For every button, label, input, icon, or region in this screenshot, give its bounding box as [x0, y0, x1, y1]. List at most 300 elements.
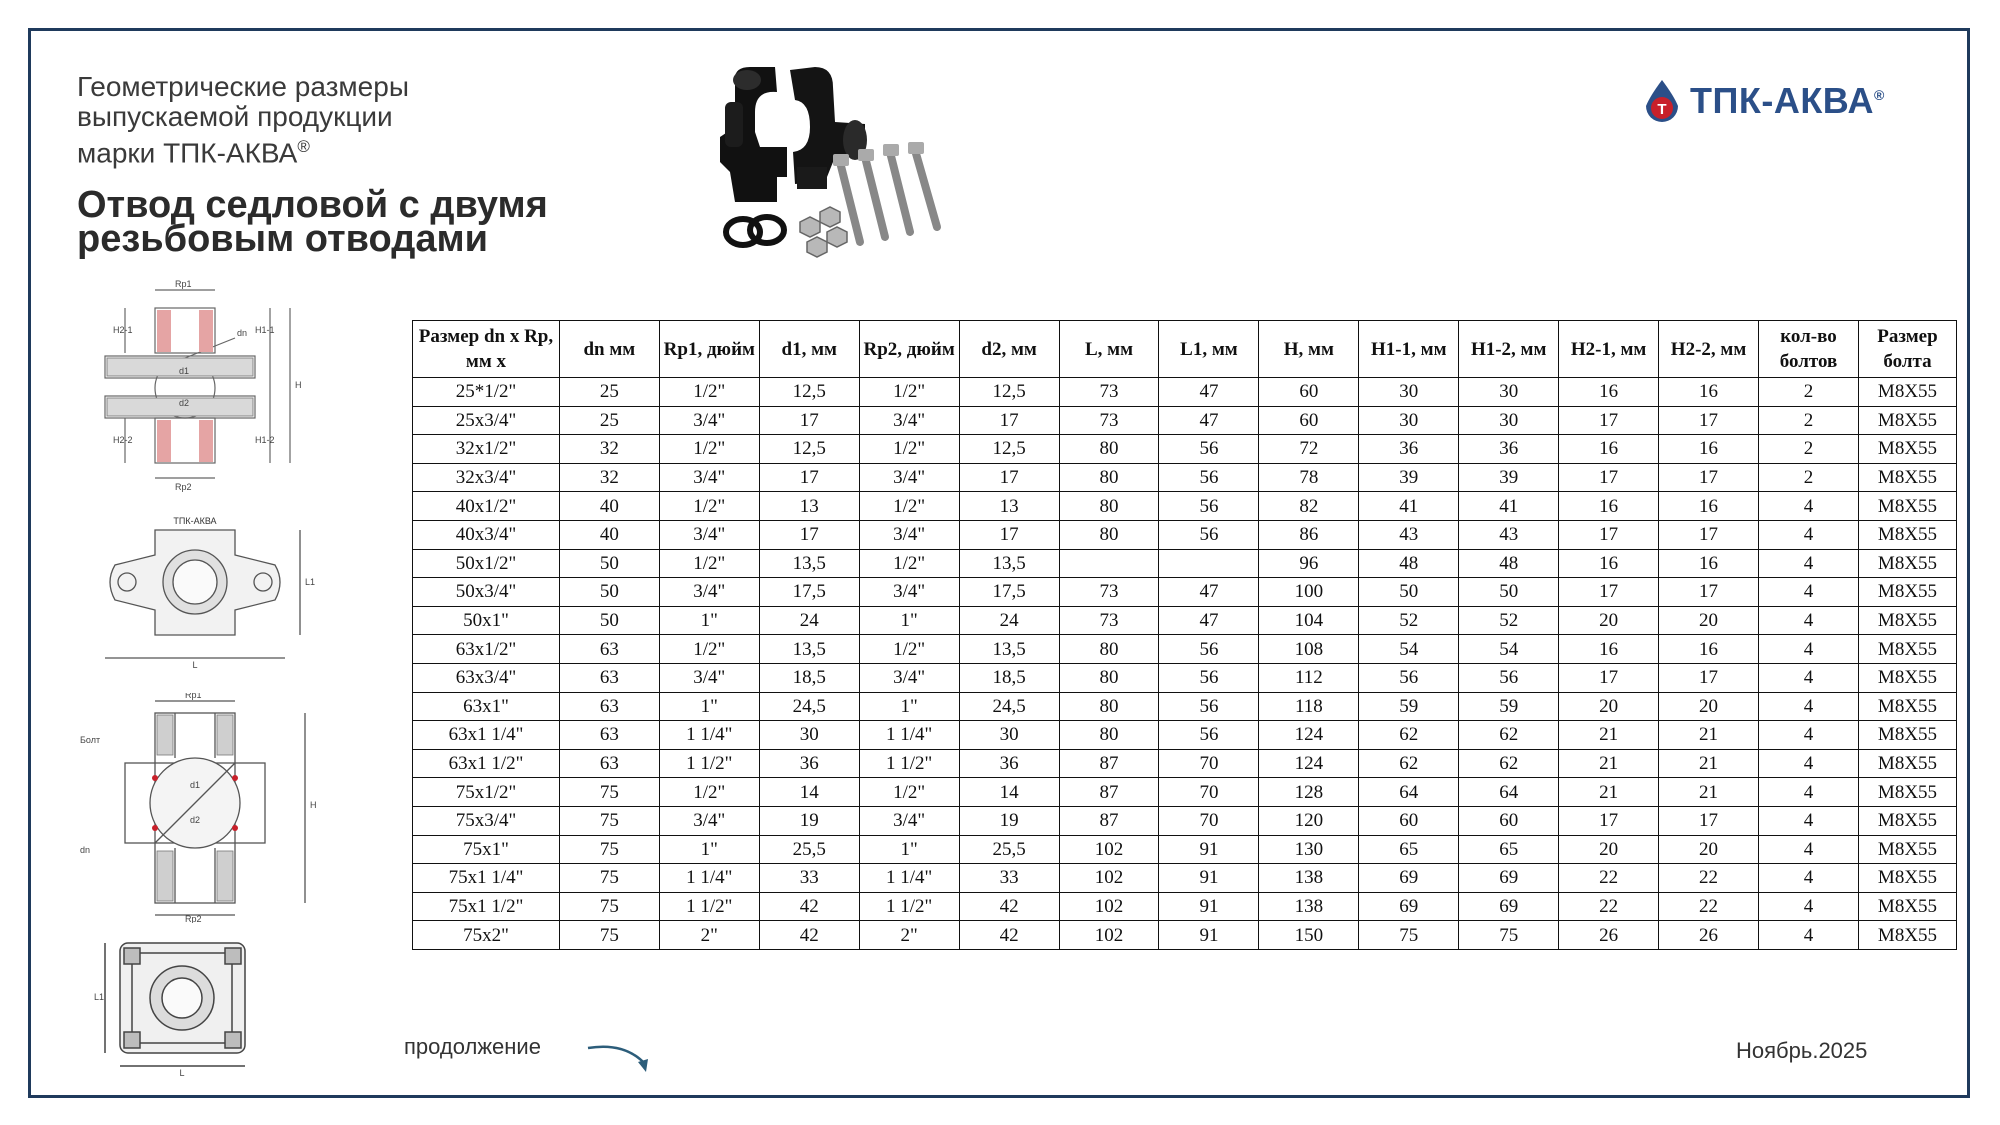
table-cell: 56 — [1459, 663, 1559, 692]
svg-text:dn: dn — [80, 845, 91, 855]
table-cell: 30 — [1459, 378, 1559, 407]
table-cell: 36 — [1359, 435, 1459, 464]
table-cell: 26 — [1559, 921, 1659, 950]
table-cell: 108 — [1259, 635, 1359, 664]
table-cell: 18,5 — [959, 663, 1059, 692]
table-cell: 54 — [1459, 635, 1559, 664]
table-cell: 4 — [1759, 492, 1859, 521]
table-cell: M8X55 — [1858, 692, 1956, 721]
table-cell: 1 1/4" — [859, 864, 959, 893]
table-cell: 4 — [1759, 921, 1859, 950]
svg-text:L: L — [192, 660, 198, 670]
table-cell: 12,5 — [959, 435, 1059, 464]
table-cell: 102 — [1059, 921, 1159, 950]
table-cell: 104 — [1259, 606, 1359, 635]
table-row — [413, 463, 1957, 492]
table-cell: 70 — [1159, 806, 1259, 835]
table-cell: M8X55 — [1858, 492, 1956, 521]
svg-text:ТПК-АКВА: ТПК-АКВА — [173, 516, 217, 526]
table-cell: M8X55 — [1858, 806, 1956, 835]
table-cell: 86 — [1259, 520, 1359, 549]
date-label: Ноябрь.2025 — [1736, 1038, 1868, 1063]
table-cell: 16 — [1559, 378, 1659, 407]
svg-text:Rp2: Rp2 — [175, 482, 192, 492]
table-cell: 56 — [1159, 520, 1259, 549]
table-cell: 3/4" — [659, 520, 759, 549]
column-header: L, мм — [1059, 321, 1159, 378]
table-cell — [1159, 549, 1259, 578]
table-cell: 102 — [1059, 892, 1159, 921]
table-cell: 50x3/4" — [413, 578, 560, 607]
table-cell: 62 — [1459, 721, 1559, 750]
table-cell: 40 — [559, 492, 659, 521]
table-cell: 47 — [1159, 378, 1259, 407]
column-header: H1-1, мм — [1359, 321, 1459, 378]
table-cell: 64 — [1359, 778, 1459, 807]
table-row — [413, 892, 1957, 921]
svg-text:Rp1: Rp1 — [185, 693, 202, 700]
table-cell: 12,5 — [759, 435, 859, 464]
table-cell: 1 1/2" — [859, 892, 959, 921]
svg-text:L1: L1 — [305, 577, 316, 587]
table-cell: M8X55 — [1858, 749, 1956, 778]
table-cell: 62 — [1359, 721, 1459, 750]
table-cell: M8X55 — [1858, 378, 1956, 407]
table-cell: 56 — [1159, 463, 1259, 492]
table-cell: 30 — [1359, 406, 1459, 435]
table-cell: 13,5 — [959, 549, 1059, 578]
table-cell: 4 — [1759, 835, 1859, 864]
table-cell: 17 — [1659, 406, 1759, 435]
column-header: Rp2, дюйм — [859, 321, 959, 378]
column-header: кол-во болтов — [1759, 321, 1859, 378]
table-row — [413, 921, 1957, 950]
table-cell: M8X55 — [1858, 520, 1956, 549]
table-cell: 1" — [859, 835, 959, 864]
continue-label[interactable]: продолжение — [404, 1034, 541, 1059]
table-cell: 4 — [1759, 578, 1859, 607]
table-cell: 56 — [1159, 492, 1259, 521]
table-cell: 17,5 — [759, 578, 859, 607]
table-cell: 130 — [1259, 835, 1359, 864]
table-cell: 2" — [659, 921, 759, 950]
table-cell: 75x2" — [413, 921, 560, 950]
table-cell: 50 — [559, 549, 659, 578]
continue-arrow-icon[interactable] — [585, 1040, 650, 1080]
table-cell: 1" — [859, 692, 959, 721]
column-header: d2, мм — [959, 321, 1059, 378]
table-row — [413, 864, 1957, 893]
section-drawing — [95, 278, 360, 493]
table-cell: 75x1 1/4" — [413, 864, 560, 893]
table-cell: 30 — [759, 721, 859, 750]
table-cell: M8X55 — [1858, 721, 1956, 750]
table-row — [413, 406, 1957, 435]
table-cell: 124 — [1259, 721, 1359, 750]
table-cell: M8X55 — [1858, 435, 1956, 464]
table-cell: 17 — [1659, 463, 1759, 492]
table-cell: 48 — [1459, 549, 1559, 578]
table-cell: 20 — [1659, 692, 1759, 721]
table-cell: 39 — [1359, 463, 1459, 492]
table-cell: 69 — [1459, 892, 1559, 921]
table-cell: 60 — [1259, 406, 1359, 435]
column-header: H2-2, мм — [1659, 321, 1759, 378]
table-cell: 13 — [759, 492, 859, 521]
table-cell: M8X55 — [1858, 864, 1956, 893]
table-cell: 17 — [1559, 406, 1659, 435]
column-header: H2-1, мм — [1559, 321, 1659, 378]
page-subtitle: Геометрические размеры выпускаемой продукции марки ТПК-АКВА® — [77, 71, 409, 169]
page-title: Отвод седловой с двумя резьбовым отводами — [77, 184, 548, 260]
table-cell: 16 — [1659, 549, 1759, 578]
table-cell: 62 — [1359, 749, 1459, 778]
table-cell: 102 — [1059, 864, 1159, 893]
table-cell: 12,5 — [959, 378, 1059, 407]
table-cell: 42 — [959, 921, 1059, 950]
table-cell: 80 — [1059, 635, 1159, 664]
table-cell: 78 — [1259, 463, 1359, 492]
table-cell: 3/4" — [659, 806, 759, 835]
table-cell: 56 — [1159, 692, 1259, 721]
svg-text:H: H — [310, 800, 317, 810]
table-cell: 20 — [1559, 692, 1659, 721]
svg-text:H1-2: H1-2 — [255, 435, 275, 445]
table-cell: 56 — [1359, 663, 1459, 692]
table-cell: 14 — [759, 778, 859, 807]
table-cell: 75 — [559, 864, 659, 893]
table-row — [413, 635, 1957, 664]
table-cell: 75x1" — [413, 835, 560, 864]
table-cell: 4 — [1759, 606, 1859, 635]
table-row — [413, 749, 1957, 778]
table-cell: 1/2" — [859, 778, 959, 807]
table-row — [413, 492, 1957, 521]
table-cell: 1 1/4" — [859, 721, 959, 750]
table-cell: 80 — [1059, 692, 1159, 721]
table-cell: 1 1/4" — [659, 721, 759, 750]
table-cell: 56 — [1159, 663, 1259, 692]
table-cell: 63x1 1/4" — [413, 721, 560, 750]
table-cell: 60 — [1459, 806, 1559, 835]
table-cell: 17 — [959, 463, 1059, 492]
table-cell: 1/2" — [859, 635, 959, 664]
table-cell: 62 — [1459, 749, 1559, 778]
table-cell: M8X55 — [1858, 406, 1956, 435]
table-cell: 69 — [1359, 892, 1459, 921]
table-cell: 75x1 1/2" — [413, 892, 560, 921]
table-cell: M8X55 — [1858, 663, 1956, 692]
product-photo — [715, 62, 985, 262]
table-cell: 73 — [1059, 606, 1159, 635]
table-row — [413, 578, 1957, 607]
table-cell: 21 — [1559, 778, 1659, 807]
table-cell — [1059, 549, 1159, 578]
table-cell: 91 — [1159, 835, 1259, 864]
table-cell: 4 — [1759, 692, 1859, 721]
table-cell: 13,5 — [759, 635, 859, 664]
table-cell: 17 — [759, 463, 859, 492]
table-cell: 3/4" — [659, 578, 759, 607]
table-cell: 80 — [1059, 463, 1159, 492]
table-cell: 112 — [1259, 663, 1359, 692]
column-header: H, мм — [1259, 321, 1359, 378]
table-cell: 21 — [1659, 721, 1759, 750]
table-cell: 22 — [1559, 892, 1659, 921]
table-cell: 65 — [1459, 835, 1559, 864]
table-cell: 73 — [1059, 578, 1159, 607]
table-cell: 70 — [1159, 749, 1259, 778]
table-cell: 87 — [1059, 806, 1159, 835]
table-cell: 2 — [1759, 406, 1859, 435]
table-cell: M8X55 — [1858, 549, 1956, 578]
table-cell: 32 — [559, 463, 659, 492]
table-cell: 16 — [1559, 635, 1659, 664]
table-cell: 43 — [1459, 520, 1559, 549]
table-cell: 17 — [1659, 578, 1759, 607]
table-cell: 4 — [1759, 749, 1859, 778]
table-cell: 91 — [1159, 864, 1259, 893]
table-cell: 50x1" — [413, 606, 560, 635]
table-cell: 25,5 — [959, 835, 1059, 864]
column-header: L1, мм — [1159, 321, 1259, 378]
table-cell: 16 — [1559, 435, 1659, 464]
table-cell: 63 — [559, 692, 659, 721]
table-cell: 138 — [1259, 892, 1359, 921]
table-cell: M8X55 — [1858, 835, 1956, 864]
table-cell: 52 — [1359, 606, 1459, 635]
table-cell: 54 — [1359, 635, 1459, 664]
svg-text:L: L — [179, 1068, 185, 1078]
table-row — [413, 778, 1957, 807]
table-cell: 56 — [1159, 635, 1259, 664]
table-cell: 1 1/4" — [659, 864, 759, 893]
table-cell: 1 1/2" — [859, 749, 959, 778]
table-cell: 19 — [759, 806, 859, 835]
table-cell: 20 — [1659, 606, 1759, 635]
svg-text:d2: d2 — [190, 815, 201, 825]
svg-text:Rp2: Rp2 — [185, 914, 202, 923]
table-cell: 73 — [1059, 378, 1159, 407]
table-cell: 4 — [1759, 549, 1859, 578]
table-cell: 80 — [1059, 435, 1159, 464]
column-header: Размер dn х Rp, мм х — [413, 321, 560, 378]
table-cell: 87 — [1059, 749, 1159, 778]
table-cell: 1/2" — [659, 635, 759, 664]
table-cell: 1/2" — [659, 435, 759, 464]
table-cell: 21 — [1659, 778, 1759, 807]
table-cell: 21 — [1559, 749, 1659, 778]
table-row — [413, 692, 1957, 721]
table-cell: 42 — [759, 921, 859, 950]
table-cell: 13,5 — [759, 549, 859, 578]
column-header: dn мм — [559, 321, 659, 378]
brand-logo — [1640, 78, 1940, 128]
table-row — [413, 806, 1957, 835]
column-header: H1-2, мм — [1459, 321, 1559, 378]
table-cell: 1/2" — [859, 435, 959, 464]
table-cell: 3/4" — [859, 463, 959, 492]
table-cell: 63x1 1/2" — [413, 749, 560, 778]
table-cell: 22 — [1659, 864, 1759, 893]
table-cell: 21 — [1659, 749, 1759, 778]
table-cell: 42 — [959, 892, 1059, 921]
table-cell: 17 — [759, 406, 859, 435]
table-cell: 1/2" — [859, 492, 959, 521]
table-cell: M8X55 — [1858, 635, 1956, 664]
table-cell: 42 — [759, 892, 859, 921]
table-cell: 2 — [1759, 463, 1859, 492]
table-header-row — [413, 321, 1957, 378]
column-header: Размер болта — [1858, 321, 1956, 378]
table-cell: 59 — [1459, 692, 1559, 721]
table-cell: 17 — [1559, 520, 1659, 549]
table-cell: 24 — [759, 606, 859, 635]
table-cell: 20 — [1559, 835, 1659, 864]
table-row — [413, 520, 1957, 549]
table-cell: 33 — [959, 864, 1059, 893]
table-cell: 40x3/4" — [413, 520, 560, 549]
table-cell: 75 — [559, 806, 659, 835]
table-cell: 17 — [1559, 578, 1659, 607]
table-cell: 4 — [1759, 892, 1859, 921]
table-cell: 3/4" — [659, 406, 759, 435]
table-cell: 75 — [1359, 921, 1459, 950]
table-cell: 24 — [959, 606, 1059, 635]
table-cell: 36 — [1459, 435, 1559, 464]
table-cell: 4 — [1759, 721, 1859, 750]
table-cell: 4 — [1759, 663, 1859, 692]
table-cell: 41 — [1459, 492, 1559, 521]
table-cell: M8X55 — [1858, 578, 1956, 607]
table-cell: 1" — [659, 835, 759, 864]
table-cell: 1/2" — [859, 378, 959, 407]
table-cell: 20 — [1559, 606, 1659, 635]
svg-text:d2: d2 — [179, 398, 190, 408]
table-cell: 13 — [959, 492, 1059, 521]
table-cell: 17 — [1559, 806, 1659, 835]
table-cell: 56 — [1159, 435, 1259, 464]
table-cell: 12,5 — [759, 378, 859, 407]
table-cell: 63 — [559, 635, 659, 664]
svg-text:H: H — [295, 380, 302, 390]
table-cell: 43 — [1359, 520, 1459, 549]
table-cell: 50x1/2" — [413, 549, 560, 578]
table-cell: 32x1/2" — [413, 435, 560, 464]
logo-drop-icon — [1640, 78, 1684, 126]
table-cell: 75 — [1459, 921, 1559, 950]
table-cell: 17 — [1659, 806, 1759, 835]
table-cell: 120 — [1259, 806, 1359, 835]
table-cell: 70 — [1159, 778, 1259, 807]
table-cell: 39 — [1459, 463, 1559, 492]
table-cell: 150 — [1259, 921, 1359, 950]
table-cell: 16 — [1659, 435, 1759, 464]
table-row — [413, 549, 1957, 578]
column-header: Rp1, дюйм — [659, 321, 759, 378]
table-cell: M8X55 — [1858, 892, 1956, 921]
table-cell: 13,5 — [959, 635, 1059, 664]
table-cell: 100 — [1259, 578, 1359, 607]
dimensions-table — [412, 320, 1957, 950]
table-cell: M8X55 — [1858, 606, 1956, 635]
table-cell: 50 — [1359, 578, 1459, 607]
table-cell: 50 — [1459, 578, 1559, 607]
table-cell: 30 — [959, 721, 1059, 750]
table-cell: 1" — [659, 606, 759, 635]
table-cell: 75 — [559, 892, 659, 921]
table-cell: 91 — [1159, 921, 1259, 950]
table-cell: 96 — [1259, 549, 1359, 578]
table-cell: 25*1/2" — [413, 378, 560, 407]
table-cell: 30 — [1359, 378, 1459, 407]
table-cell: 17 — [1559, 463, 1659, 492]
table-cell: 33 — [759, 864, 859, 893]
table-cell: 75 — [559, 921, 659, 950]
table-cell: 18,5 — [759, 663, 859, 692]
table-cell: 47 — [1159, 606, 1259, 635]
table-cell: 24,5 — [759, 692, 859, 721]
table-cell: 4 — [1759, 806, 1859, 835]
table-cell: 69 — [1459, 864, 1559, 893]
table-cell: 14 — [959, 778, 1059, 807]
table-cell: 36 — [959, 749, 1059, 778]
table-cell: 25 — [559, 406, 659, 435]
table-cell: 1" — [659, 692, 759, 721]
table-cell: 3/4" — [859, 578, 959, 607]
svg-text:Болт: Болт — [80, 735, 101, 745]
table-cell: 3/4" — [859, 663, 959, 692]
table-cell: 63 — [559, 663, 659, 692]
table-cell: 63x3/4" — [413, 663, 560, 692]
table-cell: 1/2" — [659, 778, 759, 807]
table-cell: 41 — [1359, 492, 1459, 521]
svg-text:d1: d1 — [179, 366, 190, 376]
table-cell: 1 1/2" — [659, 749, 759, 778]
table-cell: 3/4" — [859, 406, 959, 435]
table-cell: 1/2" — [659, 549, 759, 578]
table-row — [413, 378, 1957, 407]
table-cell: 75x1/2" — [413, 778, 560, 807]
table-cell: 25x3/4" — [413, 406, 560, 435]
table-cell: 91 — [1159, 892, 1259, 921]
table-cell: 63 — [559, 749, 659, 778]
table-cell: 50 — [559, 578, 659, 607]
svg-text:H2-1: H2-1 — [113, 325, 133, 335]
table-cell: 24,5 — [959, 692, 1059, 721]
table-cell: 59 — [1359, 692, 1459, 721]
table-cell: 80 — [1059, 721, 1159, 750]
bottom-view-drawing — [90, 938, 275, 1078]
table-cell: 17 — [1559, 663, 1659, 692]
logo-text: ТПК-АКВА® — [1690, 80, 1885, 121]
table-cell: 4 — [1759, 778, 1859, 807]
table-cell: 40 — [559, 520, 659, 549]
table-cell: 16 — [1559, 549, 1659, 578]
table-cell: 25 — [559, 378, 659, 407]
table-cell: 2 — [1759, 435, 1859, 464]
table-cell: 56 — [1159, 721, 1259, 750]
table-cell: 4 — [1759, 864, 1859, 893]
table-cell: 17 — [959, 520, 1059, 549]
table-cell: 26 — [1659, 921, 1759, 950]
table-cell: 17 — [959, 406, 1059, 435]
table-cell: 4 — [1759, 520, 1859, 549]
table-cell: 69 — [1359, 864, 1459, 893]
table-row — [413, 721, 1957, 750]
table-cell: 118 — [1259, 692, 1359, 721]
table-cell: 17,5 — [959, 578, 1059, 607]
